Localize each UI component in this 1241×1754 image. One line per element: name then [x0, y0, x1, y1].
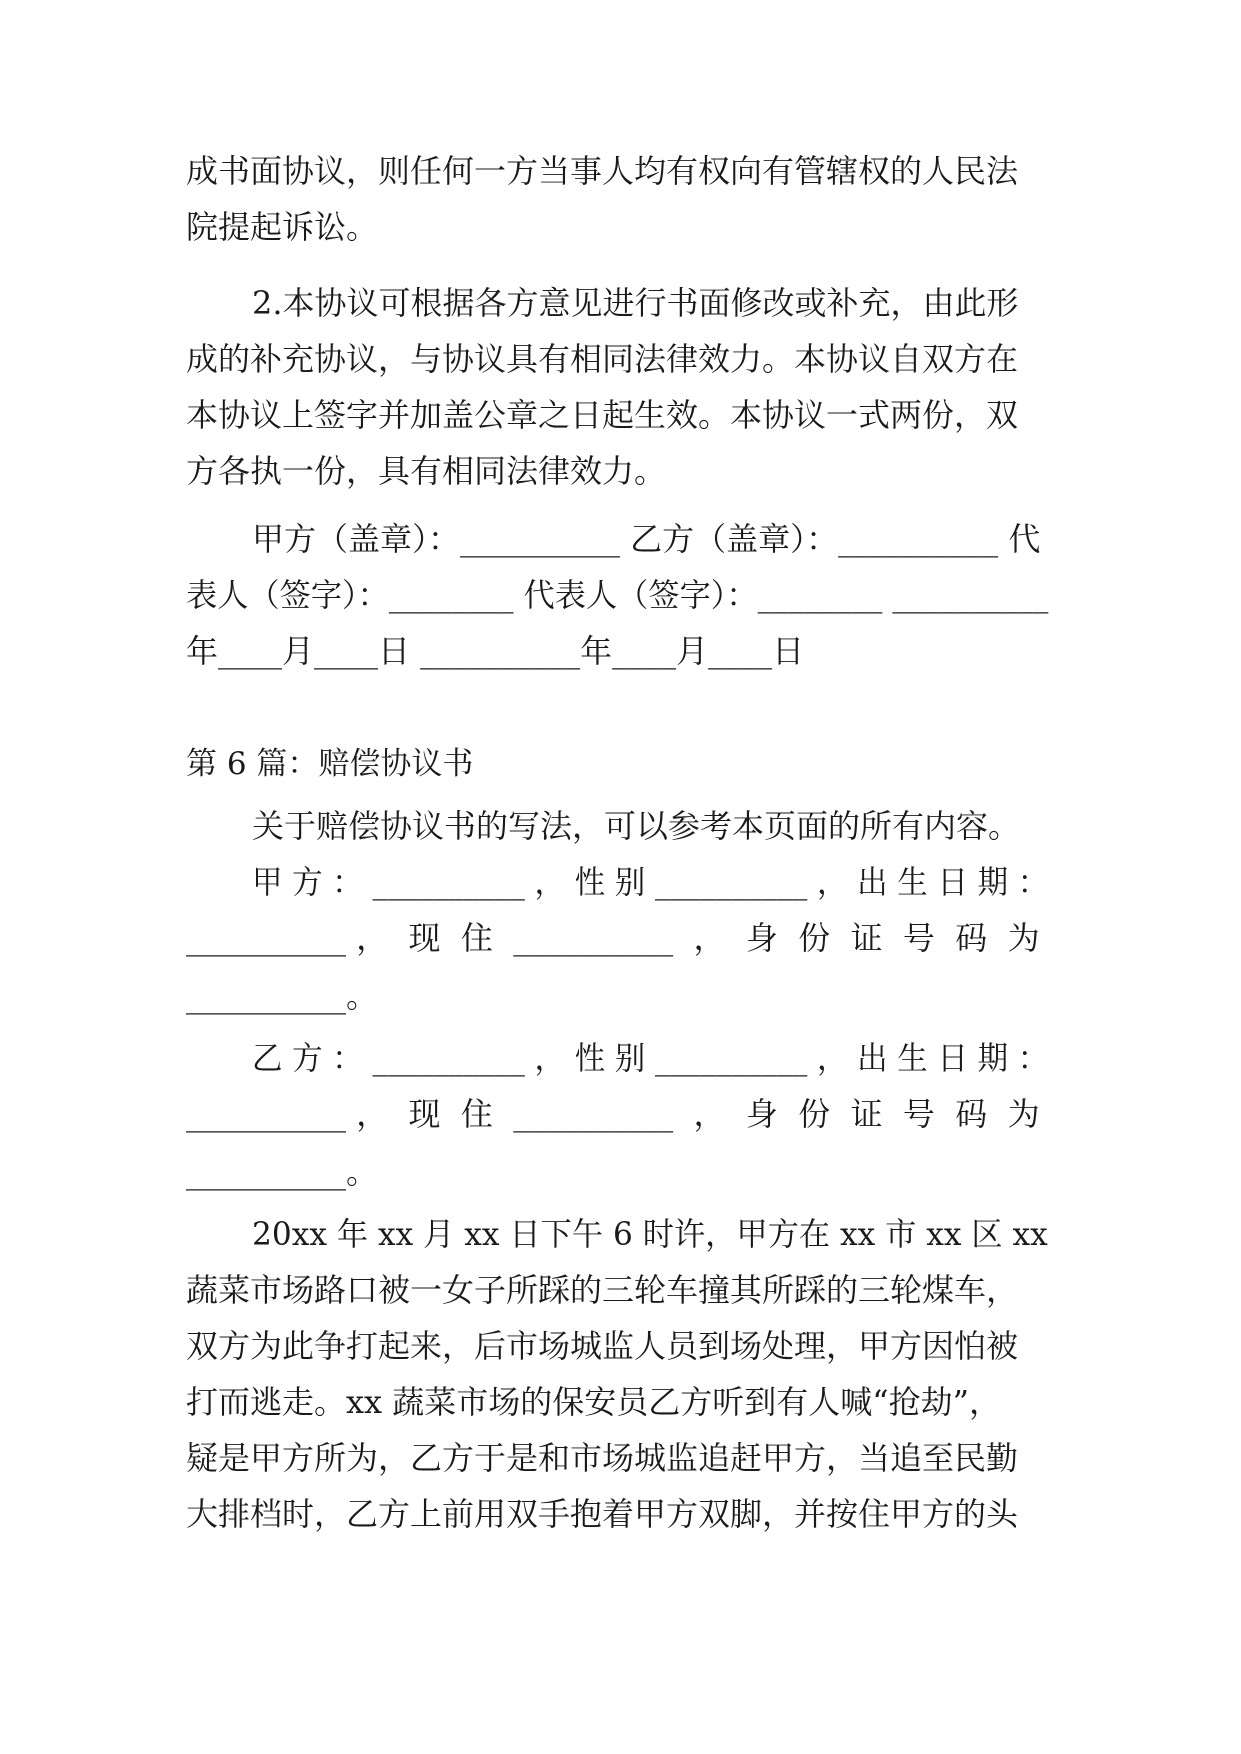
- body-line-1: 20xx 年 xx 月 xx 日下午 6 时许，甲方在 xx 市 xx 区 xx: [252, 1215, 1048, 1253]
- party-a-line-3: __________。: [186, 977, 379, 1015]
- signature-line-2: 表人（签字）：________ 代表人（签字）：________ __________: [186, 576, 1049, 614]
- body-line-3: 双方为此争打起来，后市场城监人员到场处理，甲方因怕被: [186, 1327, 1019, 1365]
- party-b-line-1: 乙 方 ： __________ ， 性 别 __________ ， 出 生 日 期 ：: [252, 1039, 1049, 1077]
- section-heading: 第 6 篇：赔偿协议书: [186, 746, 474, 782]
- intro-line: 关于赔偿协议书的写法，可以参考本页面的所有内容。: [252, 807, 1021, 845]
- text-line-6: 方各执一份，具有相同法律效力。: [186, 452, 667, 490]
- party-b-line-2: __________ ， 现 住 __________ ， 身 份 证 号 码 为: [186, 1095, 1040, 1133]
- signature-line-1: 甲方（盖章）：__________ 乙方（盖章）：__________ 代: [252, 520, 1041, 558]
- text-line-4: 成的补充协议，与协议具有相同法律效力。本协议自双方在: [186, 340, 1019, 378]
- text-line-1: 成书面协议，则任何一方当事人均有权向有管辖权的人民法: [186, 152, 1019, 190]
- party-a-line-2: __________ ， 现 住 __________ ， 身 份 证 号 码 为: [186, 919, 1040, 957]
- body-line-6: 大排档时，乙方上前用双手抱着甲方双脚，并按住甲方的头: [186, 1495, 1019, 1533]
- body-line-2: 蔬菜市场路口被一女子所踩的三轮车撞其所踩的三轮煤车，: [186, 1271, 1019, 1309]
- text-line-2: 院提起诉讼。: [186, 208, 379, 246]
- party-b-line-3: __________。: [186, 1153, 379, 1191]
- party-a-line-1: 甲 方 ： __________ ， 性 别 __________ ， 出 生 日 期 ：: [252, 863, 1049, 901]
- text-line-3: 2.本协议可根据各方意见进行书面修改或补充，由此形: [252, 284, 1019, 322]
- date-line: 年____月____日 __________年____月____日: [186, 632, 805, 670]
- body-line-4: 打而逃走。xx 蔬菜市场的保安员乙方听到有人喊“抢劫”，: [186, 1383, 1001, 1421]
- body-line-5: 疑是甲方所为，乙方于是和市场城监追赶甲方，当追至民勤: [186, 1439, 1019, 1477]
- text-line-5: 本协议上签字并加盖公章之日起生效。本协议一式两份，双: [186, 396, 1019, 434]
